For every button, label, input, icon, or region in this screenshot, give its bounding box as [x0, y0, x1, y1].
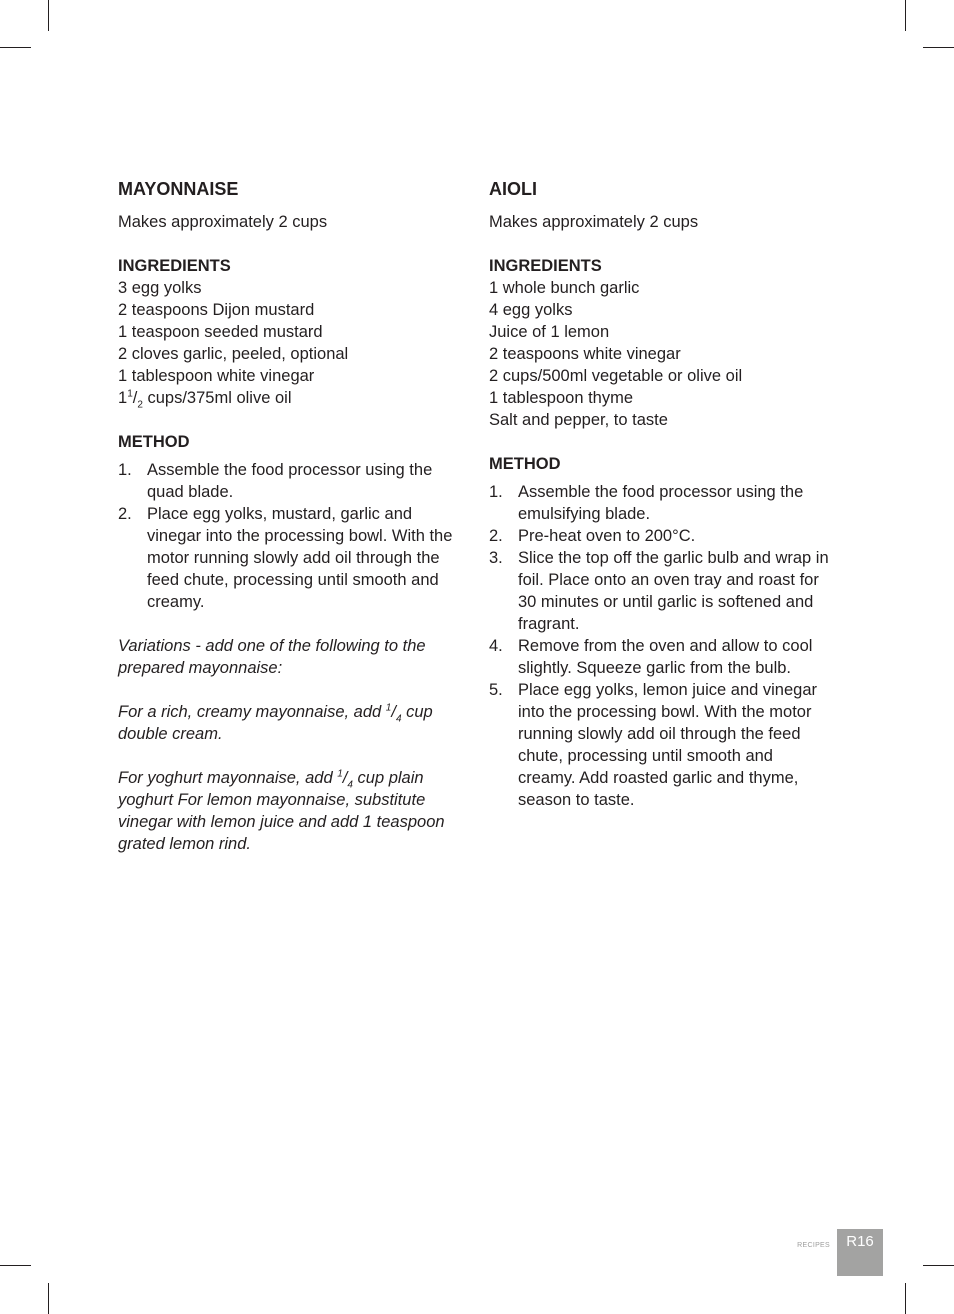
crop-mark [0, 47, 31, 48]
step-text: Slice the top off the garlic bulb and wrap in foil. Place onto an oven tray and roast for 30 minutes or until garlic is softened and fragrant. [518, 549, 829, 633]
ingredient-item: 1 whole bunch garlic [489, 279, 640, 297]
aioli-recipe [489, 176, 834, 811]
mayonnaise-ingredients-heading: INGREDIENTS [118, 257, 231, 275]
method-step [489, 679, 834, 811]
mayonnaise-method-list [118, 459, 468, 613]
crop-mark [905, 0, 906, 31]
method-step [118, 459, 468, 503]
ingredient-item: 2 teaspoons white vinegar [489, 345, 681, 363]
ingredient-item: 2 teaspoons Dijon mustard [118, 301, 315, 319]
variation-cream: For a rich, creamy mayonnaise, add $^1/_4$ cup double cream. [118, 702, 433, 743]
mayonnaise-yield: Makes approximately 2 cups [118, 213, 328, 231]
step-text: Assemble the food processor using the quad blade. [147, 461, 433, 501]
step-text: Place egg yolks, lemon juice and vinegar into the processing bowl. With the motor running slowly add oil through the feed chute, processing until smooth and creamy. Add roasted garlic and thyme, season to taste. [518, 681, 818, 809]
oil-rest: cups/375ml olive oil [142, 389, 292, 407]
aioli-title: AIOLI [489, 179, 537, 199]
mayonnaise-recipe [118, 176, 468, 855]
fraction-denominator: 4 [347, 779, 353, 791]
crop-mark [905, 1283, 906, 1314]
fraction-numerator: 1 [337, 768, 343, 780]
variation-text: For a rich, creamy mayonnaise, add [118, 703, 386, 721]
fraction-denominator: 4 [395, 713, 402, 725]
ingredient-item: Juice of 1 lemon [489, 323, 610, 341]
crop-mark [48, 1283, 49, 1314]
aioli-ingredients-heading: INGREDIENTS [489, 257, 602, 275]
step-text: Place egg yolks, mustard, garlic and vinegar into the processing bowl. With the motor running slowly add oil through the feed chute, processing until smooth and creamy. [147, 505, 453, 611]
page-number-tab: R16 [837, 1229, 883, 1276]
step-number: 4. [489, 637, 503, 655]
variation-yoghurt: For yoghurt mayonnaise, add $^1/_4$ cup plain yoghurt For lemon mayonnaise, substitute vinegar with lemon juice and add 1 teaspoon grated lemon rind. [118, 768, 445, 853]
mayonnaise-title: MAYONNAISE [118, 179, 239, 199]
aioli-ingredient-list [489, 277, 834, 431]
method-step [489, 481, 834, 525]
method-step [489, 547, 834, 635]
step-number: 3. [489, 549, 503, 567]
crop-mark [0, 1265, 31, 1266]
mayonnaise-ingredient-list [118, 277, 468, 409]
variation-text: For yoghurt mayonnaise, add [118, 769, 338, 787]
ingredient-item: 1 tablespoon thyme [489, 389, 634, 407]
ingredient-item: 4 egg yolks [489, 301, 573, 319]
step-number: 2. [118, 505, 132, 523]
step-number: 1. [118, 461, 132, 479]
variations-intro: Variations - add one of the following to the prepared mayonnaise: [118, 637, 426, 677]
crop-mark [923, 1265, 954, 1266]
ingredient-item: 3 egg yolks [118, 279, 202, 297]
oil-denominator: 2 [137, 399, 143, 411]
variation-text: cup plain yoghurt For lemon mayonnaise, substitute vinegar with lemon juice and add 1 teaspoon grated lemon rind. [118, 769, 445, 853]
step-text: Assemble the food processor using the emulsifying blade. [518, 483, 804, 523]
oil-whole: 1 [118, 389, 128, 407]
step-text: Remove from the oven and allow to cool slightly. Squeeze garlic from the bulb. [518, 637, 813, 677]
step-number: 1. [489, 483, 503, 501]
step-number: 5. [489, 681, 503, 699]
fraction-numerator: 1 [385, 702, 392, 714]
ingredient-item: 1 teaspoon seeded mustard [118, 323, 323, 341]
ingredient-item: 2 cups/500ml vegetable or olive oil [489, 367, 743, 385]
method-step [118, 503, 468, 613]
aioli-method-heading: METHOD [489, 455, 561, 473]
aioli-method-list [489, 481, 834, 811]
step-number: 2. [489, 527, 503, 545]
aioli-yield: Makes approximately 2 cups [489, 213, 699, 231]
method-step [489, 635, 834, 679]
mayonnaise-method-heading: METHOD [118, 433, 190, 451]
ingredient-item-oil: $1^1/_2$ cups/375ml olive oil [118, 388, 292, 411]
crop-mark [923, 47, 954, 48]
crop-mark [48, 0, 49, 31]
section-label: RECIPES [797, 1242, 830, 1249]
variation-text: cup double cream. [118, 703, 433, 743]
oil-numerator: 1 [127, 388, 133, 400]
method-step [489, 525, 834, 547]
step-text: Pre-heat oven to 200°C. [518, 527, 696, 545]
ingredient-item: 2 cloves garlic, peeled, optional [118, 345, 349, 363]
ingredient-item: Salt and pepper, to taste [489, 411, 668, 429]
ingredient-item: 1 tablespoon white vinegar [118, 367, 315, 385]
